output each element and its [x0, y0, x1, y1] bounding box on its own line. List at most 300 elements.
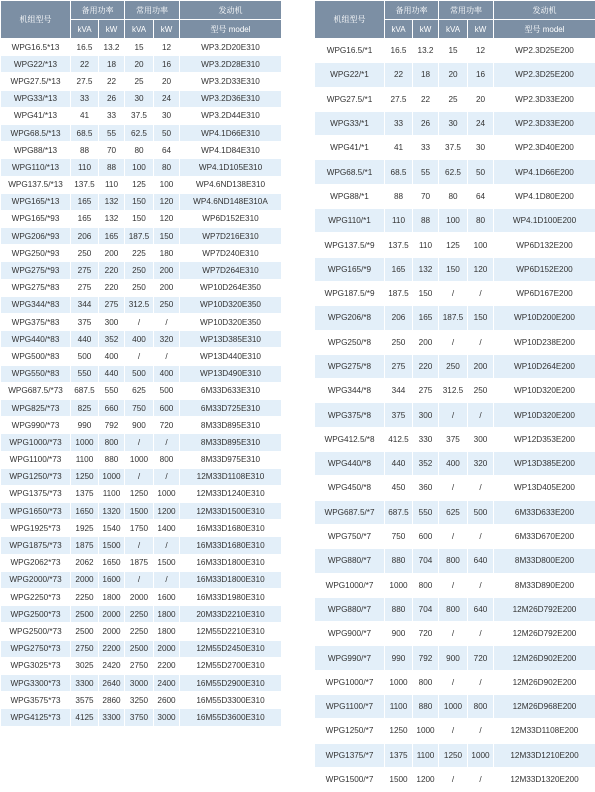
cell-engine-model: WP13D490E310: [180, 365, 282, 382]
cell-standby-kw: 55: [413, 160, 439, 184]
cell-engine-model: 20M33D2210E310: [180, 606, 282, 623]
cell-standby-kva: 1925: [71, 520, 99, 537]
cell-model: WPG22/*1: [315, 63, 385, 87]
cell-model: WPG1375/*7: [315, 743, 385, 767]
cell-prime-kw: 200: [154, 279, 180, 296]
cell-standby-kva: 1375: [71, 485, 99, 502]
cell-prime-kva: 2500: [125, 640, 154, 657]
cell-standby-kw: 220: [99, 279, 125, 296]
cell-prime-kva: 800: [439, 549, 468, 573]
cell-prime-kva: 30: [125, 90, 154, 107]
cell-engine-model: 12M33D1108E200: [494, 719, 595, 743]
table-row: [1, 365, 282, 382]
cell-prime-kva: /: [439, 622, 468, 646]
table-row: [1, 417, 282, 434]
cell-prime-kva: 62.5: [439, 160, 468, 184]
cell-standby-kva: 2750: [71, 640, 99, 657]
header-engine: 发动机: [180, 1, 282, 20]
cell-standby-kva: 344: [71, 296, 99, 313]
cell-standby-kva: 3300: [71, 674, 99, 691]
cell-prime-kva: 150: [125, 210, 154, 227]
table-row: [1, 451, 282, 468]
table-row: [1, 245, 282, 262]
cell-engine-model: WP10D320E200: [494, 379, 595, 403]
cell-prime-kva: 312.5: [439, 379, 468, 403]
cell-standby-kw: 33: [99, 107, 125, 124]
cell-prime-kva: 900: [125, 417, 154, 434]
cell-model: WPG68.5/*13: [1, 124, 71, 141]
cell-standby-kw: 800: [99, 434, 125, 451]
cell-prime-kva: /: [439, 767, 468, 791]
table-row: [1, 606, 282, 623]
cell-prime-kw: 16: [154, 56, 180, 73]
table-row: [1, 124, 282, 141]
cell-engine-model: WP10D264E350: [180, 279, 282, 296]
cell-prime-kva: 125: [439, 233, 468, 257]
cell-standby-kw: 110: [99, 176, 125, 193]
cell-engine-model: 8M33D895E310: [180, 434, 282, 451]
cell-standby-kw: 220: [413, 354, 439, 378]
cell-model: WPG33/*13: [1, 90, 71, 107]
cell-engine-model: WP2.3D33E200: [494, 87, 595, 111]
cell-prime-kw: 50: [468, 160, 494, 184]
cell-model: WPG1000/*7: [315, 573, 385, 597]
cell-prime-kva: /: [125, 571, 154, 588]
cell-engine-model: 8M33D895E310: [180, 417, 282, 434]
cell-prime-kva: 400: [125, 331, 154, 348]
cell-standby-kva: 1000: [385, 670, 413, 694]
cell-prime-kva: /: [439, 476, 468, 500]
cell-prime-kva: /: [439, 403, 468, 427]
cell-model: WPG33/*1: [315, 111, 385, 135]
cell-prime-kva: 37.5: [125, 107, 154, 124]
cell-prime-kva: 250: [125, 262, 154, 279]
cell-standby-kw: 165: [99, 228, 125, 245]
cell-standby-kw: 1500: [99, 537, 125, 554]
cell-prime-kva: 3750: [125, 709, 154, 726]
right-spec-table: [314, 0, 595, 792]
cell-engine-model: 6M33D670E200: [494, 524, 595, 548]
cell-standby-kva: 450: [385, 476, 413, 500]
cell-model: WPG880/*7: [315, 597, 385, 621]
cell-standby-kva: 880: [385, 549, 413, 573]
cell-standby-kva: 165: [385, 257, 413, 281]
cell-prime-kva: 2250: [125, 623, 154, 640]
cell-prime-kw: 20: [468, 87, 494, 111]
table-row: [1, 554, 282, 571]
cell-standby-kva: 750: [385, 524, 413, 548]
cell-prime-kw: /: [468, 403, 494, 427]
cell-prime-kva: 625: [125, 382, 154, 399]
cell-prime-kw: 1200: [154, 503, 180, 520]
table-row: [315, 281, 595, 305]
cell-engine-model: WP3.2D20E310: [180, 39, 282, 56]
cell-prime-kva: /: [439, 330, 468, 354]
cell-model: WPG687.5/*73: [1, 382, 71, 399]
cell-prime-kw: 1400: [154, 520, 180, 537]
cell-standby-kva: 1250: [385, 719, 413, 743]
cell-engine-model: WP3.2D36E310: [180, 90, 282, 107]
cell-standby-kva: 1250: [71, 468, 99, 485]
table-row: [315, 597, 595, 621]
cell-model: WPG275/*8: [315, 354, 385, 378]
cell-standby-kw: 1650: [99, 554, 125, 571]
cell-prime-kva: 100: [125, 159, 154, 176]
cell-engine-model: 12M33D1320E200: [494, 767, 595, 791]
table-row: [1, 159, 282, 176]
cell-model: WPG1875/*73: [1, 537, 71, 554]
cell-prime-kw: 300: [468, 427, 494, 451]
table-row: [1, 520, 282, 537]
cell-model: WPG1000/*73: [1, 434, 71, 451]
cell-standby-kw: 26: [99, 90, 125, 107]
cell-prime-kw: /: [468, 719, 494, 743]
cell-prime-kva: /: [439, 524, 468, 548]
cell-engine-model: WP3.2D44E310: [180, 107, 282, 124]
cell-prime-kva: 375: [439, 427, 468, 451]
cell-model: WPG825/*73: [1, 399, 71, 416]
cell-standby-kw: 880: [413, 695, 439, 719]
cell-standby-kw: 1000: [413, 719, 439, 743]
cell-engine-model: WP4.6ND148E310A: [180, 193, 282, 210]
cell-standby-kva: 2000: [71, 571, 99, 588]
cell-prime-kva: 250: [439, 354, 468, 378]
cell-standby-kva: 440: [71, 331, 99, 348]
cell-model: WPG110/*1: [315, 209, 385, 233]
cell-prime-kw: 30: [154, 107, 180, 124]
table-row: [1, 468, 282, 485]
cell-prime-kva: 37.5: [439, 136, 468, 160]
cell-prime-kva: 2000: [125, 589, 154, 606]
table-row: [315, 87, 595, 111]
cell-engine-model: WP4.1D80E200: [494, 184, 595, 208]
cell-prime-kw: 200: [154, 262, 180, 279]
cell-model: WPG137.5/*9: [315, 233, 385, 257]
cell-standby-kw: 2200: [99, 640, 125, 657]
cell-standby-kva: 41: [71, 107, 99, 124]
cell-model: WPG2500*73: [1, 606, 71, 623]
cell-model: WPG3300*73: [1, 674, 71, 691]
cell-engine-model: WP4.1D66E310: [180, 124, 282, 141]
cell-engine-model: WP2.3D25E200: [494, 39, 595, 63]
cell-prime-kva: /: [125, 434, 154, 451]
cell-engine-model: 12M26D902E200: [494, 646, 595, 670]
cell-engine-model: WP10D238E200: [494, 330, 595, 354]
cell-model: WPG88/*1: [315, 184, 385, 208]
cell-model: WPG1925*73: [1, 520, 71, 537]
cell-standby-kw: 550: [99, 382, 125, 399]
cell-standby-kw: 70: [413, 184, 439, 208]
cell-prime-kva: 187.5: [439, 306, 468, 330]
cell-engine-model: WP10D200E200: [494, 306, 595, 330]
cell-model: WPG27.5/*13: [1, 73, 71, 90]
cell-prime-kw: 120: [154, 193, 180, 210]
cell-engine-model: 8M33D890E200: [494, 573, 595, 597]
cell-model: WPG750/*7: [315, 524, 385, 548]
cell-standby-kw: 18: [413, 63, 439, 87]
table-row: [315, 330, 595, 354]
cell-standby-kw: 352: [413, 452, 439, 476]
cell-prime-kva: 20: [439, 63, 468, 87]
cell-standby-kw: 13.2: [413, 39, 439, 63]
cell-prime-kw: /: [468, 622, 494, 646]
cell-engine-model: WP4.1D100E200: [494, 209, 595, 233]
cell-prime-kw: /: [468, 330, 494, 354]
header-standby-kva: kVA: [385, 20, 413, 39]
table-row: [315, 136, 595, 160]
cell-model: WPG3575*73: [1, 692, 71, 709]
table-row: [1, 39, 282, 56]
cell-engine-model: WP4.1D105E310: [180, 159, 282, 176]
cell-engine-model: 6M33D633E200: [494, 500, 595, 524]
cell-prime-kva: 187.5: [125, 228, 154, 245]
cell-standby-kw: 352: [99, 331, 125, 348]
cell-prime-kw: 24: [468, 111, 494, 135]
cell-model: WPG250/*8: [315, 330, 385, 354]
header-prime-kva: kVA: [125, 20, 154, 39]
cell-prime-kw: /: [154, 348, 180, 365]
cell-standby-kva: 880: [385, 597, 413, 621]
cell-standby-kva: 33: [385, 111, 413, 135]
cell-standby-kva: 2500: [71, 606, 99, 623]
cell-prime-kw: 200: [468, 354, 494, 378]
cell-prime-kva: 3250: [125, 692, 154, 709]
cell-engine-model: 12M26D792E200: [494, 597, 595, 621]
cell-standby-kva: 375: [385, 403, 413, 427]
cell-prime-kva: 125: [125, 176, 154, 193]
cell-prime-kva: 1000: [125, 451, 154, 468]
cell-prime-kva: 150: [125, 193, 154, 210]
cell-standby-kw: 704: [413, 597, 439, 621]
cell-standby-kw: 1800: [99, 589, 125, 606]
cell-model: WPG440/*8: [315, 452, 385, 476]
cell-model: WPG275/*93: [1, 262, 71, 279]
cell-model: WPG450/*8: [315, 476, 385, 500]
cell-standby-kw: 1540: [99, 520, 125, 537]
cell-prime-kva: /: [125, 468, 154, 485]
cell-engine-model: 6M33D633E310: [180, 382, 282, 399]
table-row: [315, 500, 595, 524]
cell-standby-kva: 1500: [385, 767, 413, 791]
table-row: [315, 670, 595, 694]
cell-standby-kva: 2500: [71, 623, 99, 640]
cell-prime-kw: 120: [468, 257, 494, 281]
cell-prime-kw: 1500: [154, 554, 180, 571]
cell-prime-kw: 100: [154, 176, 180, 193]
cell-model: WPG1250/*73: [1, 468, 71, 485]
cell-engine-model: 8M33D975E310: [180, 451, 282, 468]
cell-standby-kw: 1200: [413, 767, 439, 791]
cell-standby-kva: 1000: [71, 434, 99, 451]
table-row: [1, 640, 282, 657]
cell-standby-kw: 1320: [99, 503, 125, 520]
cell-engine-model: WP10D320E350: [180, 314, 282, 331]
cell-model: WPG2500/*73: [1, 623, 71, 640]
cell-standby-kva: 1100: [71, 451, 99, 468]
cell-standby-kw: 2000: [99, 623, 125, 640]
cell-model: WPG687.5/*7: [315, 500, 385, 524]
cell-standby-kva: 1875: [71, 537, 99, 554]
cell-standby-kw: 2420: [99, 657, 125, 674]
cell-prime-kw: /: [154, 314, 180, 331]
table-row: [1, 348, 282, 365]
cell-prime-kw: 250: [154, 296, 180, 313]
cell-engine-model: WP13D440E310: [180, 348, 282, 365]
cell-prime-kw: 30: [468, 136, 494, 160]
cell-engine-model: WP7D216E310: [180, 228, 282, 245]
cell-standby-kva: 27.5: [71, 73, 99, 90]
cell-prime-kw: 2200: [154, 657, 180, 674]
cell-standby-kw: 70: [99, 142, 125, 159]
cell-standby-kva: 1000: [385, 573, 413, 597]
cell-prime-kw: /: [468, 524, 494, 548]
cell-prime-kw: /: [154, 571, 180, 588]
cell-prime-kva: 2250: [125, 606, 154, 623]
cell-prime-kva: 150: [439, 257, 468, 281]
table-row: [315, 622, 595, 646]
cell-standby-kw: 132: [413, 257, 439, 281]
cell-standby-kw: 88: [413, 209, 439, 233]
cell-prime-kw: 600: [154, 399, 180, 416]
cell-model: WPG1250/*7: [315, 719, 385, 743]
table-row: [1, 176, 282, 193]
cell-prime-kw: 720: [154, 417, 180, 434]
cell-model: WPG375/*83: [1, 314, 71, 331]
cell-model: WPG990/*73: [1, 417, 71, 434]
table-row: [1, 657, 282, 674]
cell-standby-kva: 22: [385, 63, 413, 87]
cell-standby-kva: 206: [71, 228, 99, 245]
cell-engine-model: WP10D320E350: [180, 296, 282, 313]
cell-standby-kva: 3575: [71, 692, 99, 709]
cell-standby-kw: 22: [99, 73, 125, 90]
cell-standby-kva: 687.5: [71, 382, 99, 399]
cell-model: WPG41/*13: [1, 107, 71, 124]
cell-engine-model: WP7D240E310: [180, 245, 282, 262]
cell-standby-kw: 800: [413, 670, 439, 694]
table-row: [1, 571, 282, 588]
cell-engine-model: 12M55D2210E310: [180, 623, 282, 640]
header-model: 机组型号: [1, 1, 71, 39]
cell-prime-kw: 12: [154, 39, 180, 56]
cell-engine-model: WP4.1D66E200: [494, 160, 595, 184]
cell-standby-kva: 165: [71, 210, 99, 227]
cell-standby-kva: 2250: [71, 589, 99, 606]
cell-prime-kw: 1600: [154, 589, 180, 606]
cell-prime-kva: 1750: [125, 520, 154, 537]
cell-engine-model: WP2.3D33E200: [494, 111, 595, 135]
cell-prime-kw: 640: [468, 549, 494, 573]
cell-engine-model: WP13D385E310: [180, 331, 282, 348]
table-row: [315, 306, 595, 330]
cell-model: WPG165/*9: [315, 257, 385, 281]
header-standby-kw: kW: [413, 20, 439, 39]
cell-standby-kva: 68.5: [385, 160, 413, 184]
cell-model: WPG16.5*13: [1, 39, 71, 56]
cell-engine-model: WP6D132E200: [494, 233, 595, 257]
cell-engine-model: 6M33D725E310: [180, 399, 282, 416]
cell-engine-model: 16M33D1680E310: [180, 537, 282, 554]
table-row: [315, 719, 595, 743]
cell-standby-kva: 687.5: [385, 500, 413, 524]
cell-prime-kw: 50: [154, 124, 180, 141]
table-row: [1, 210, 282, 227]
table-row: [1, 279, 282, 296]
cell-standby-kva: 27.5: [385, 87, 413, 111]
cell-engine-model: WP3.2D28E310: [180, 56, 282, 73]
cell-standby-kva: 137.5: [385, 233, 413, 257]
cell-prime-kva: 15: [125, 39, 154, 56]
cell-standby-kw: 132: [99, 210, 125, 227]
cell-prime-kva: 1875: [125, 554, 154, 571]
cell-standby-kw: 18: [99, 56, 125, 73]
cell-prime-kva: 15: [439, 39, 468, 63]
cell-standby-kva: 375: [71, 314, 99, 331]
cell-standby-kva: 250: [71, 245, 99, 262]
header-prime-power: 常用功率: [439, 1, 494, 20]
table-row: [1, 503, 282, 520]
cell-prime-kva: /: [439, 281, 468, 305]
cell-engine-model: WP7D264E310: [180, 262, 282, 279]
cell-standby-kw: 200: [99, 245, 125, 262]
cell-model: WPG187.5/*9: [315, 281, 385, 305]
cell-prime-kw: 1800: [154, 606, 180, 623]
cell-standby-kw: 33: [413, 136, 439, 160]
cell-standby-kw: 880: [99, 451, 125, 468]
cell-standby-kw: 440: [99, 365, 125, 382]
table-row: [1, 331, 282, 348]
cell-prime-kw: 80: [468, 209, 494, 233]
cell-model: WPG344/*8: [315, 379, 385, 403]
table-row: [1, 434, 282, 451]
table-row: [315, 63, 595, 87]
table-row: [1, 296, 282, 313]
cell-engine-model: 16M33D1980E310: [180, 589, 282, 606]
cell-standby-kw: 360: [413, 476, 439, 500]
table-row: [315, 524, 595, 548]
table-row: [315, 767, 595, 791]
cell-model: WPG206/*8: [315, 306, 385, 330]
header-standby-power: 备用功率: [385, 1, 439, 20]
table-row: [315, 379, 595, 403]
cell-prime-kva: 25: [125, 73, 154, 90]
cell-prime-kw: /: [468, 476, 494, 500]
cell-engine-model: WP4.6ND138E310: [180, 176, 282, 193]
cell-model: WPG1100/*73: [1, 451, 71, 468]
table-row: [315, 549, 595, 573]
cell-standby-kw: 720: [413, 622, 439, 646]
cell-standby-kw: 330: [413, 427, 439, 451]
cell-prime-kw: 250: [468, 379, 494, 403]
cell-prime-kva: 500: [125, 365, 154, 382]
cell-standby-kva: 137.5: [71, 176, 99, 193]
cell-prime-kw: 2000: [154, 640, 180, 657]
cell-engine-model: 16M55D2900E310: [180, 674, 282, 691]
header-engine-model: 型号 model: [494, 20, 595, 39]
cell-model: WPG16.5/*1: [315, 39, 385, 63]
cell-standby-kw: 88: [99, 159, 125, 176]
cell-standby-kw: 1000: [99, 468, 125, 485]
header-standby-power: 备用功率: [71, 1, 125, 20]
table-row: [315, 427, 595, 451]
cell-standby-kva: 3025: [71, 657, 99, 674]
cell-standby-kva: 88: [71, 142, 99, 159]
cell-standby-kw: 55: [99, 124, 125, 141]
cell-standby-kva: 1100: [385, 695, 413, 719]
cell-standby-kw: 132: [99, 193, 125, 210]
cell-model: WPG4125*73: [1, 709, 71, 726]
cell-prime-kw: 120: [154, 210, 180, 227]
